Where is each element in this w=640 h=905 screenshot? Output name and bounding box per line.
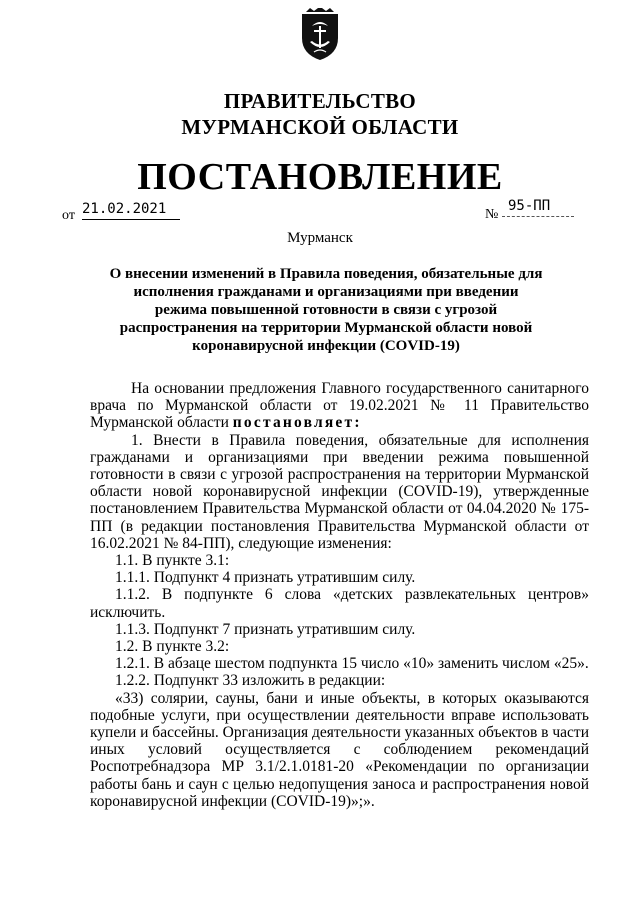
date-prefix: от	[62, 208, 75, 223]
paragraph-item-1-1-2: 1.1.2. В подпункте 6 слова «детских развлекательных центров» исключить.	[90, 586, 589, 621]
document-title: О внесении изменений в Правила поведения, обязательные для исполнения гражданами и организациями при введении режима повышенной готовности в связи с угрозой распространения на территории Мурманской области новой коронавирусной инфекции (COVID-19)	[109, 266, 543, 354]
coat-of-arms-emblem	[298, 8, 342, 62]
paragraph-item-1-1-3: 1.1.3. Подпункт 7 признать утратившим силу.	[115, 620, 416, 638]
government-name-line1: ПРАВИТЕЛЬСТВО	[223, 89, 417, 113]
paragraph-item-1-2: 1.2. В пункте 3.2:	[115, 638, 230, 656]
document-number: 95-ПП	[502, 198, 574, 217]
document-body	[90, 380, 589, 810]
paragraph-preamble	[90, 380, 589, 432]
paragraph-item-1-1: 1.1. В пункте 3.1:	[115, 552, 230, 570]
preamble-text: На основании предложения Главного государственного санитарного врача по Мурманской области от 19.02.2021 № 11 Правительство Мурманской области	[90, 380, 589, 432]
paragraph-quoted-item-33: «33) солярии, сауны, бани и иные объекты, в которых оказываются подобные услуги, при осуществлении деятельности вправе использовать купели и бассейны. Организация деятельности указанных объектов в части иных условий осуществляется с соблюдением рекомендаций Роспотребнадзора МР 3.1/2.1.0181-20 «Рекомендации по организации работы бань и саун с целью недопущения заноса и распространения новой коронавирусной инфекции (COVID-19)»;».	[90, 689, 589, 810]
document-date: 21.02.2021	[82, 201, 180, 220]
city-name: Мурманск	[287, 230, 353, 246]
paragraph-item-1-2-1: 1.2.1. В абзаце шестом подпункта 15 число «10» заменить числом «25».	[115, 655, 589, 673]
paragraph-item-1-2-2: 1.2.2. Подпункт 33 изложить в редакции:	[115, 672, 386, 690]
document-type-heading: ПОСТАНОВЛЕНИЕ	[137, 156, 503, 198]
decree-word: постановляет:	[232, 414, 362, 432]
paragraph-item-1: 1. Внести в Правила поведения, обязательные для исполнения гражданами и организациями при введении режима повышенной готовности в связи с угрозой распространения на территории Мурманской области новой коронавирусной инфекции (COVID-19), утвержденные постановлением Правительства Мурманской области от 04.04.2020 № 175-ПП (в редакции постановления Правительства Мурманской области от 16.02.2021 № 84-ПП), следующие изменения:	[90, 431, 589, 552]
government-name-line2: МУРМАНСКОЙ ОБЛАСТИ	[181, 115, 459, 139]
number-prefix: №	[485, 207, 499, 222]
paragraph-item-1-1-1: 1.1.1. Подпункт 4 признать утратившим силу.	[115, 569, 416, 587]
